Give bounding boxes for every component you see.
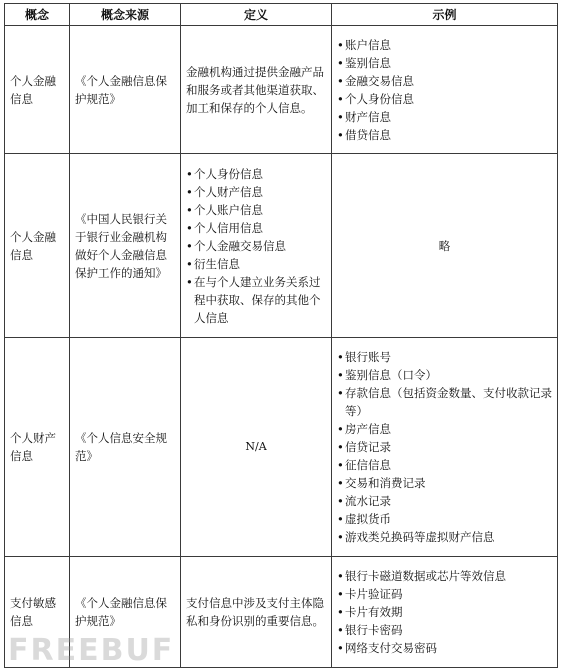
list-item: • 个人账户信息 — [186, 201, 326, 219]
list-item: • 鉴别信息（口令） — [337, 366, 552, 384]
header-definition: 定义 — [181, 4, 332, 26]
list-item: • 金融交易信息 — [337, 72, 552, 90]
list-item: • 虚拟货币 — [337, 510, 552, 528]
examples-cell — [332, 338, 558, 557]
list-item: • 流水记录 — [337, 492, 552, 510]
definition-list — [186, 165, 326, 327]
list-item: • 账户信息 — [337, 36, 552, 54]
list-item: • 银行卡密码 — [337, 621, 552, 639]
concept-cell: 支付敏感信息 — [5, 557, 70, 668]
list-item: • 游戏类兑换码等虚拟财产信息 — [337, 528, 552, 546]
list-item: • 鉴别信息 — [337, 54, 552, 72]
concept-cell: 个人财产信息 — [5, 338, 70, 557]
list-item: • 在与个人建立业务关系过程中获取、保存的其他个人信息 — [186, 273, 326, 327]
list-item: • 卡片有效期 — [337, 603, 552, 621]
list-item: • 银行卡磁道数据或芯片等效信息 — [337, 567, 552, 585]
list-item: • 存款信息（包括资金数量、支付收款记录等） — [337, 384, 552, 420]
list-item: • 衍生信息 — [186, 255, 326, 273]
header-concept: 概念 — [5, 4, 70, 26]
source-cell: 《个人金融信息保护规范》 — [70, 557, 181, 668]
list-item: • 借贷信息 — [337, 126, 552, 144]
list-item: • 信贷记录 — [337, 438, 552, 456]
source-cell: 《个人信息安全规范》 — [70, 338, 181, 557]
list-item: • 个人金融交易信息 — [186, 237, 326, 255]
table-row — [5, 338, 558, 557]
table-header-row — [5, 4, 558, 26]
list-item: • 银行账号 — [337, 348, 552, 366]
source-cell: 《中国人民银行关于银行业金融机构做好个人金融信息保护工作的通知》 — [70, 154, 181, 338]
concept-table — [4, 3, 558, 668]
list-item: • 卡片验证码 — [337, 585, 552, 603]
list-item: • 征信信息 — [337, 456, 552, 474]
table-row — [5, 26, 558, 154]
definition-cell: 支付信息中涉及支付主体隐私和身份识别的重要信息。 — [181, 557, 332, 668]
list-item: • 财产信息 — [337, 108, 552, 126]
list-item: • 个人身份信息 — [186, 165, 326, 183]
source-cell: 《个人金融信息保护规范》 — [70, 26, 181, 154]
examples-cell: 略 — [332, 154, 558, 338]
list-item: • 个人信用信息 — [186, 219, 326, 237]
table-row — [5, 154, 558, 338]
list-item: • 个人身份信息 — [337, 90, 552, 108]
freebuf-watermark: FREEBUF — [8, 633, 175, 668]
definition-cell: N/A — [181, 338, 332, 557]
header-source: 概念来源 — [70, 4, 181, 26]
examples-list — [337, 348, 552, 546]
concept-cell: 个人金融信息 — [5, 154, 70, 338]
list-item: • 个人财产信息 — [186, 183, 326, 201]
examples-cell — [332, 557, 558, 668]
examples-list — [337, 567, 552, 657]
definition-cell — [181, 154, 332, 338]
concept-cell: 个人金融信息 — [5, 26, 70, 154]
examples-list — [337, 36, 552, 144]
list-item: • 房产信息 — [337, 420, 552, 438]
header-examples: 示例 — [332, 4, 558, 26]
list-item: • 网络支付交易密码 — [337, 639, 552, 657]
list-item: • 交易和消费记录 — [337, 474, 552, 492]
examples-cell — [332, 26, 558, 154]
definition-cell: 金融机构通过提供金融产品和服务或者其他渠道获取、加工和保存的个人信息。 — [181, 26, 332, 154]
